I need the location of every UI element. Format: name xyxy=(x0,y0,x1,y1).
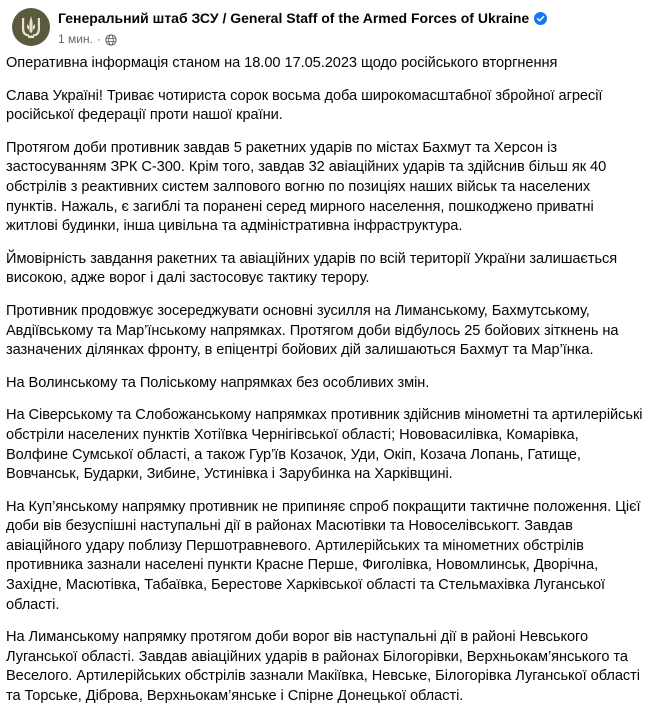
post-body xyxy=(6,54,643,707)
globe-icon[interactable] xyxy=(105,34,117,46)
post-paragraph: На Волинському та Поліському напрямках без особливих змін. xyxy=(6,374,430,391)
page-name-link[interactable] xyxy=(58,10,547,27)
post-paragraph: Противник продовжує зосереджувати основні зусилля на Лиманському, Бахмутському, Авдіївському та Мар’їнському напрямках. Протягом доби відбулось 25 бойових зіткнень на зазначених ділянках фронту, в епіцентрі бойових дій залишаються Бахмут та Мар’їнка. xyxy=(6,302,619,359)
post-timestamp[interactable]: 1 мин. xyxy=(58,32,93,46)
post-paragraph: На Лиманському напрямку протягом доби ворог вів наступальні дії в районі Невського Луганської області. Завдав авіаційних ударів в районах Білогорівки, Верхньокам’янського та Веселого. Артилерійських обстрілів зазнали Макіївка, Невське, Білогорівка Луганської області та Торське, Діброва, Верхньокам’янське і Спірне Донецької області. xyxy=(6,629,640,705)
post-paragraph: На Сіверському та Слобожанському напрямках противник здійснив мінометні та артилерійські обстріли населених пунктів Хотіївка Чернігівської області; Нововасилівка, Комарівка, Волфине Сумської області, а також Гур’їв Козачок, Уди, Окіп, Козача Лопань, Гатище, Вовчанськ, Бударки, Зибине, Устинівка і Зарубинка на Харківщині. xyxy=(6,407,643,483)
meta-separator: · xyxy=(96,32,101,46)
post-header-text xyxy=(58,10,623,47)
trident-emblem-icon xyxy=(18,14,44,40)
post-paragraph: Протягом доби противник завдав 5 ракетних ударів по містах Бахмут та Херсон із застосуванням ЗРК С-300. Крім того, завдав 32 авіаційних ударів та здійснив більш як 40 обстрілів з реактивних систем залпового вогню по позиціях наших військ та населених пунктів. Нажаль, є загиблі та поранені серед мирного населення, пошкоджено приватні житлові будинки, інша цивільна та адміністративна інфраструктура. xyxy=(6,139,607,235)
page-avatar[interactable] xyxy=(12,8,50,46)
post-paragraph: Слава Україні! Триває чотириста сорок восьма доба широкомасштабної збройної агресії російської федерації проти нашої країни. xyxy=(6,87,603,124)
post-paragraph: Оперативна інформація станом на 18.00 17.05.2023 щодо російського вторгнення xyxy=(6,55,558,71)
post-meta xyxy=(58,32,623,47)
verified-badge-icon xyxy=(534,12,547,25)
page-name[interactable]: Генеральний штаб ЗСУ / General Staff of the Armed Forces of Ukraine xyxy=(58,10,530,26)
post-header xyxy=(6,0,643,54)
post-paragraph: Ймовірність завдання ракетних та авіаційних ударів по всій території України залишається високою, адже ворог і далі застосовує тактику терору. xyxy=(6,250,618,287)
post-paragraph: На Куп’янському напрямку противник не припиняє спроб покращити тактичне положення. Цієї доби вів безуспішні наступальні дії в районах Масютівки та Новоселівськогт. Завдав авіаційного удару поблизу Першотравневого. Артилерійських та мінометних обстрілів противника зазнали населені пункти Красне Перше, Фиголівка, Новомлинськ, Дворічна, Західне, Масютівка, Табаївка, Берестове Харківської області та Стельмахівка Луганської області. xyxy=(6,498,641,613)
